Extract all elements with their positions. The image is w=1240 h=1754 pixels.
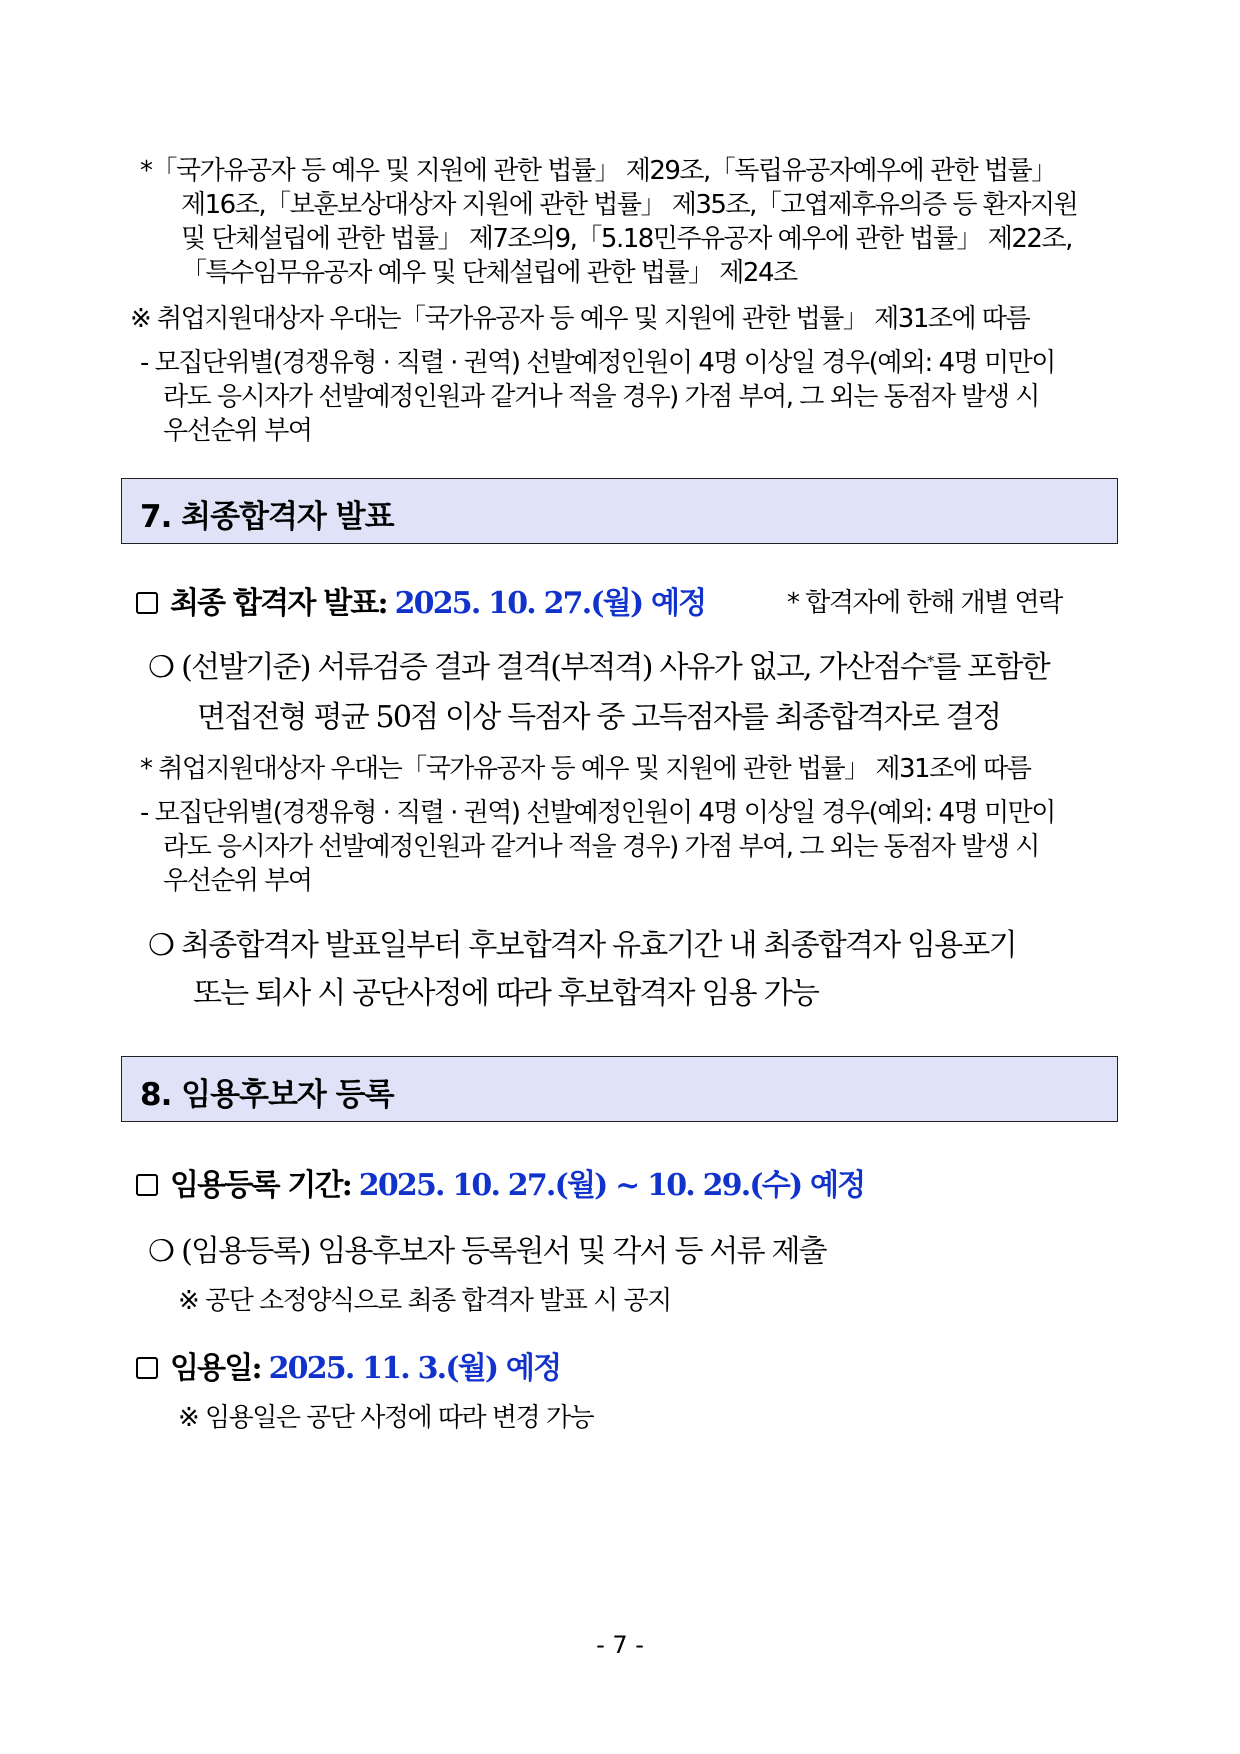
criteria-footnote-mark: * (927, 654, 933, 670)
registration-line: ❍ (임용등록) 임용후보자 등록원서 및 각서 등 서류 제출 (148, 1234, 826, 1269)
section7-dash-line-1: - 모집단위별(경쟁유형 · 직렬 · 권역) 선발예정인원이 4명 이상일 경우(예외: 4명 미만이 (140, 798, 1055, 828)
section-8-title: 8. 임용후보자 등록 (140, 1077, 394, 1113)
square-bullet-icon (136, 1174, 158, 1196)
section-8-header (121, 1056, 1118, 1122)
announcement-date: 2025. 10. 27.(월) 예정 (394, 586, 706, 621)
registration-period-label: 임용등록 기간: (170, 1168, 351, 1203)
circle-bullet-icon: ❍ (148, 1234, 174, 1269)
page-number: - 7 - (596, 1631, 644, 1659)
registration-note: ※ 공단 소정양식으로 최종 합격자 발표 시 공지 (178, 1286, 671, 1316)
law-list-line-3: 및 단체설립에 관한 법률」 제7조의9,「5.18민주유공자 예우에 관한 법률」 제22조, (181, 224, 1072, 254)
square-bullet-icon (136, 592, 158, 614)
intro-dash-line-3: 우선순위 부여 (163, 416, 312, 446)
preference-note: ※ 취업지원대상자 우대는「국가유공자 등 예우 및 지원에 관한 법률」 제31조에 따름 (130, 304, 1030, 334)
circle-bullet-icon: ❍ (148, 928, 174, 963)
announcement-note: * 합격자에 한해 개별 연락 (787, 588, 1062, 618)
section-7-title: 7. 최종합격자 발표 (140, 499, 394, 535)
registration-period-item (136, 1160, 864, 1204)
appointment-date: 2025. 11. 3.(월) 예정 (268, 1351, 561, 1386)
criteria-line-1: ❍ (선발기준) 서류검증 결과 결격(부적격) 사유가 없고, 가산점수*를 포함한 (148, 650, 1049, 685)
section7-dash-line-2: 라도 응시자가 선발예정인원과 같거나 적을 경우) 가점 부여, 그 외는 동점자 발생 시 (163, 832, 1039, 862)
square-bullet-icon (136, 1357, 158, 1379)
law-list-line-1: *「국가유공자 등 예우 및 지원에 관한 법률」 제29조,「독립유공자예우에 관한 법률」 (140, 156, 1056, 186)
section-7-header (121, 478, 1118, 544)
registration-period-date: 2025. 10. 27.(월) ~ 10. 29.(수) 예정 (358, 1168, 865, 1203)
appointment-date-item (136, 1343, 560, 1387)
circle-bullet-icon: ❍ (148, 650, 174, 685)
law-list-line-2: 제16조,「보훈보상대상자 지원에 관한 법률」 제35조,「고엽제후유의증 등 환자지원 (181, 190, 1078, 220)
criteria-line-2: 면접전형 평균 50점 이상 득점자 중 고득점자를 최종합격자로 결정 (197, 700, 1001, 735)
section7-dash-line-3: 우선순위 부여 (163, 866, 312, 896)
section7-preference-note: * 취업지원대상자 우대는「국가유공자 등 예우 및 지원에 관한 법률」 제31조에 따름 (140, 754, 1031, 784)
announcement-label: 최종 합격자 발표: (170, 586, 387, 621)
law-list-line-4: 「특수임무유공자 예우 및 단체설립에 관한 법률」 제24조 (181, 258, 797, 288)
reserve-line-1: ❍ 최종합격자 발표일부터 후보합격자 유효기간 내 최종합격자 임용포기 (148, 928, 1016, 963)
intro-dash-line-1: - 모집단위별(경쟁유형 · 직렬 · 권역) 선발예정인원이 4명 이상일 경우(예외: 4명 미만이 (140, 348, 1055, 378)
final-announcement-item (136, 578, 705, 622)
appointment-note: ※ 임용일은 공단 사정에 따라 변경 가능 (178, 1403, 594, 1433)
reserve-line-2: 또는 퇴사 시 공단사정에 따라 후보합격자 임용 가능 (193, 976, 818, 1011)
intro-dash-line-2: 라도 응시자가 선발예정인원과 같거나 적을 경우) 가점 부여, 그 외는 동점자 발생 시 (163, 382, 1039, 412)
appointment-label: 임용일: (170, 1351, 261, 1386)
